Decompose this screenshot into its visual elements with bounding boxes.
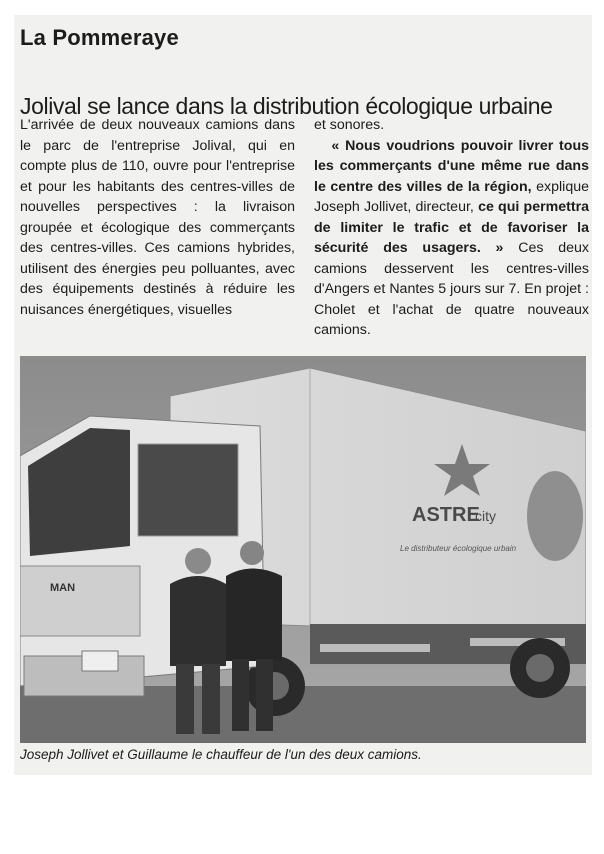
decorative-figure-graphic <box>527 471 583 561</box>
article-column-right <box>314 115 589 341</box>
logo-brand-suffix: city <box>475 508 496 524</box>
truck-badge: MAN <box>50 582 76 594</box>
quote-part-2: ce qui permettra de limiter le trafic et de favoriser la sécurité des usagers. » <box>314 199 589 256</box>
quote-part-1: « Nous voudrions pouvoir livrer tous les commerçants d'une même rue dans le centre des villes de la région, <box>314 137 589 195</box>
truck-photo <box>20 356 586 743</box>
column-left-text: L'arrivée de deux nouveaux camions dans le parc de l'entreprise Jolival, qui en compte plus de 110, ouvre pour l'entreprise et pour les habitants des centres-villes de nouvelles perspectives : la livraison groupée et écologique des commerçants des centres-villes. Ces camions hybrides, utilisent des énergies peu polluantes, avec des équipements destinés à réduire les nuisances énergétiques, visuelles <box>20 117 295 318</box>
quote-attribution: explique Joseph Jollivet, directeur, <box>314 178 589 215</box>
column-right-rest: Ces deux camions desservent les centres-villes d'Angers et Nantes 5 jours sur 7. En projet : Cholet et l'achat de quatre nouveaux camions. <box>314 240 590 338</box>
logo-brand: ASTRE <box>412 504 480 526</box>
article-column-left <box>20 115 295 320</box>
newspaper-clipping <box>14 15 592 775</box>
truck-photo-illustration <box>20 356 586 743</box>
article-headline: Jolival se lance dans la distribution écologique urbaine <box>20 93 553 119</box>
section-title: La Pommeraye <box>20 25 179 50</box>
column-right-lead: et sonores. <box>314 117 385 133</box>
photo-caption: Joseph Jollivet et Guillaume le chauffeur de l'un des deux camions. <box>20 747 422 762</box>
logo-tagline: Le distributeur écologique urbain <box>400 544 517 553</box>
column-right-text <box>314 115 589 341</box>
